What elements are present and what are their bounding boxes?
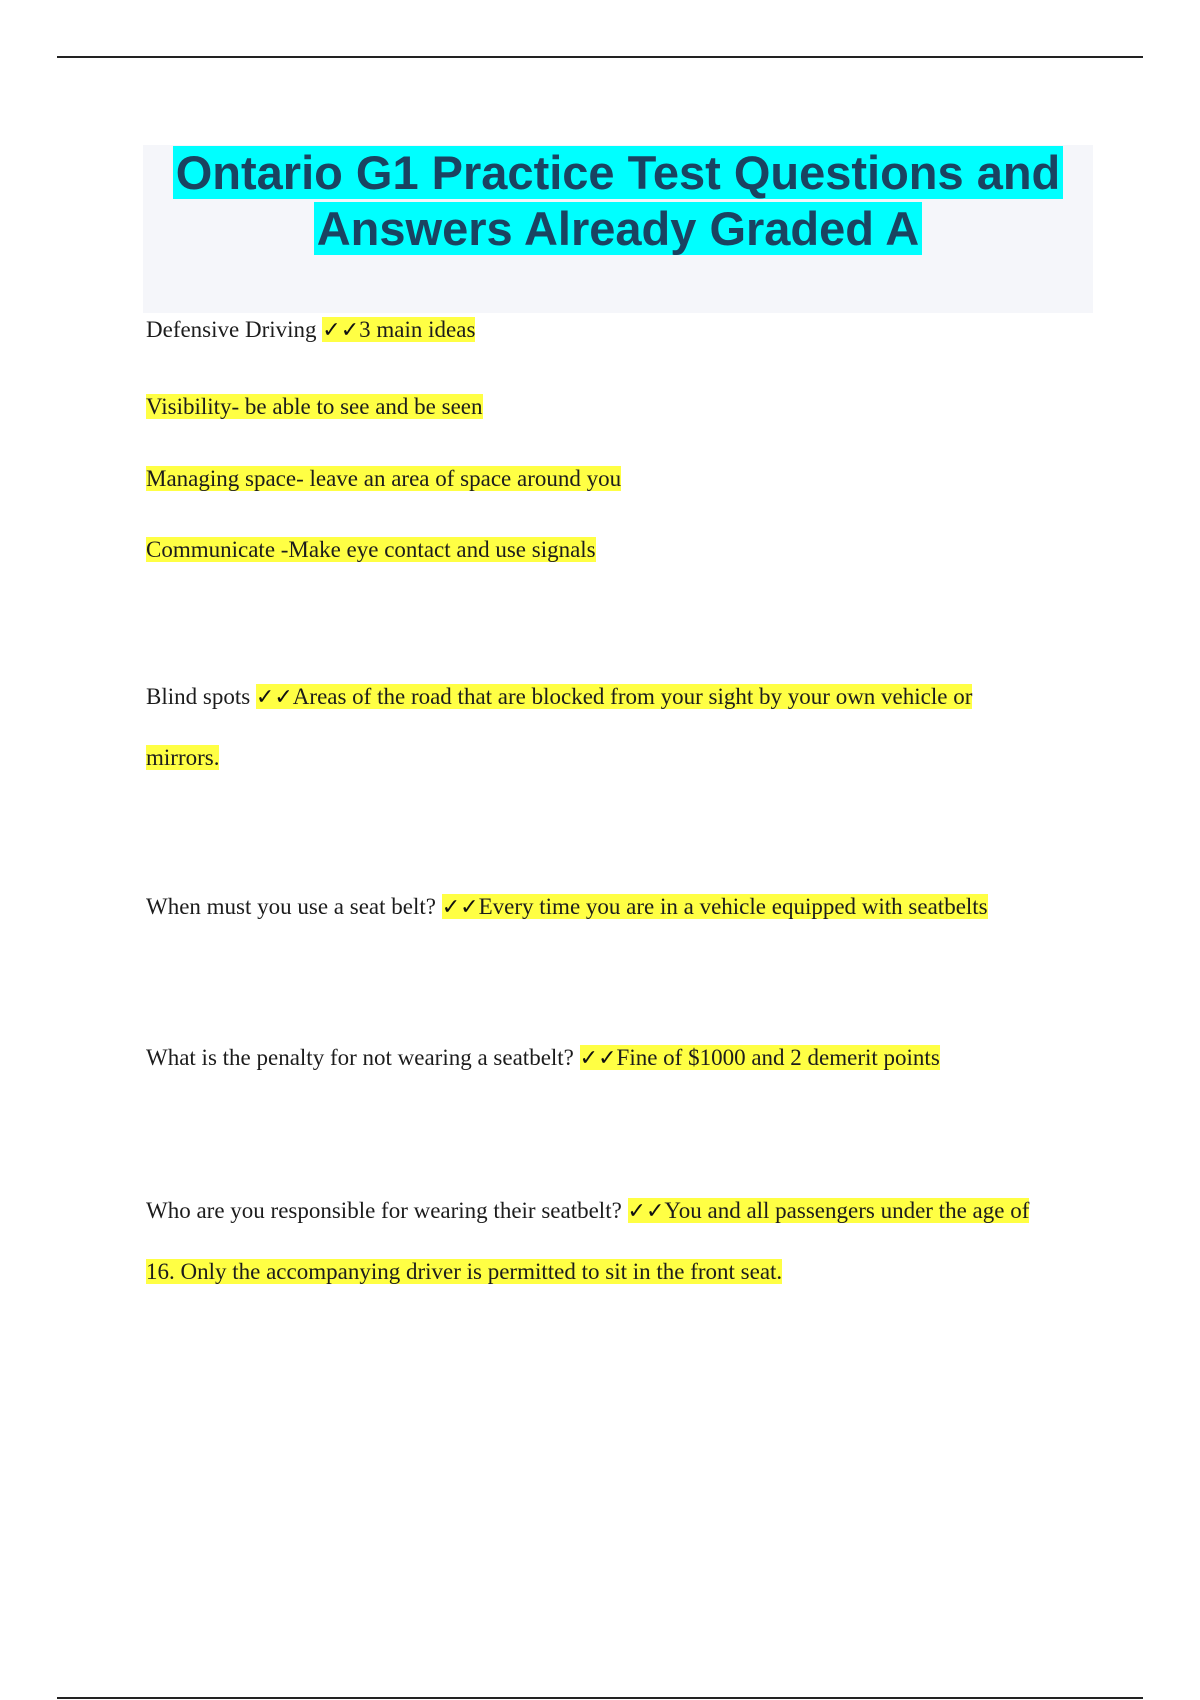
answer-highlight	[256, 684, 972, 709]
qa-seatbelt-penalty	[146, 1043, 940, 1074]
qa-seatbelt-responsibility-continued	[146, 1257, 782, 1287]
answer-text: Areas of the road that are blocked from your sight by your own vehicle or	[292, 684, 973, 709]
question-text: Who are you responsible for wearing their seatbelt?	[146, 1198, 628, 1223]
answer-highlight	[322, 317, 475, 342]
qa-blind-spots-continued	[146, 743, 219, 773]
sub-point-communicate	[146, 535, 596, 565]
top-rule	[57, 56, 1143, 58]
sub-point-managing-space	[146, 464, 621, 494]
title-line-1: Ontario G1 Practice Test Questions and	[173, 146, 1064, 199]
double-check-icon: ✓✓	[441, 895, 479, 920]
sub-point-text: Communicate -Make eye contact and use signals	[146, 537, 596, 562]
answer-highlight	[628, 1198, 1030, 1223]
document-title	[143, 145, 1093, 257]
answer-text: 3 main ideas	[359, 317, 476, 342]
answer-text: You and all passengers under the age of	[664, 1198, 1030, 1223]
bottom-rule	[57, 1697, 1143, 1699]
double-check-icon: ✓✓	[322, 318, 360, 343]
double-check-icon: ✓✓	[627, 1199, 665, 1224]
answer-text: mirrors.	[146, 745, 220, 770]
qa-blind-spots	[146, 682, 972, 713]
qa-defensive-driving	[146, 315, 475, 346]
answer-highlight	[442, 894, 988, 919]
double-check-icon: ✓✓	[255, 685, 293, 710]
answer-text: Every time you are in a vehicle equipped with seatbelts	[478, 894, 988, 919]
title-line-2: Answers Already Graded A	[314, 202, 923, 255]
title-block	[143, 145, 1093, 313]
double-check-icon: ✓✓	[579, 1046, 617, 1071]
question-text: Defensive Driving	[146, 317, 323, 342]
question-text: What is the penalty for not wearing a seatbelt?	[146, 1045, 580, 1070]
sub-point-visibility	[146, 392, 483, 422]
sub-point-text: Visibility- be able to see and be seen	[146, 394, 483, 419]
sub-point-text: Managing space- leave an area of space around you	[146, 466, 622, 491]
question-text: Blind spots	[146, 684, 256, 709]
answer-text: 16. Only the accompanying driver is permitted to sit in the front seat.	[146, 1259, 783, 1284]
question-text: When must you use a seat belt?	[146, 894, 442, 919]
qa-seatbelt-responsibility	[146, 1196, 1029, 1227]
answer-highlight	[580, 1045, 940, 1070]
answer-text: Fine of $1000 and 2 demerit points	[616, 1045, 940, 1070]
qa-seat-belt-use	[146, 892, 988, 923]
